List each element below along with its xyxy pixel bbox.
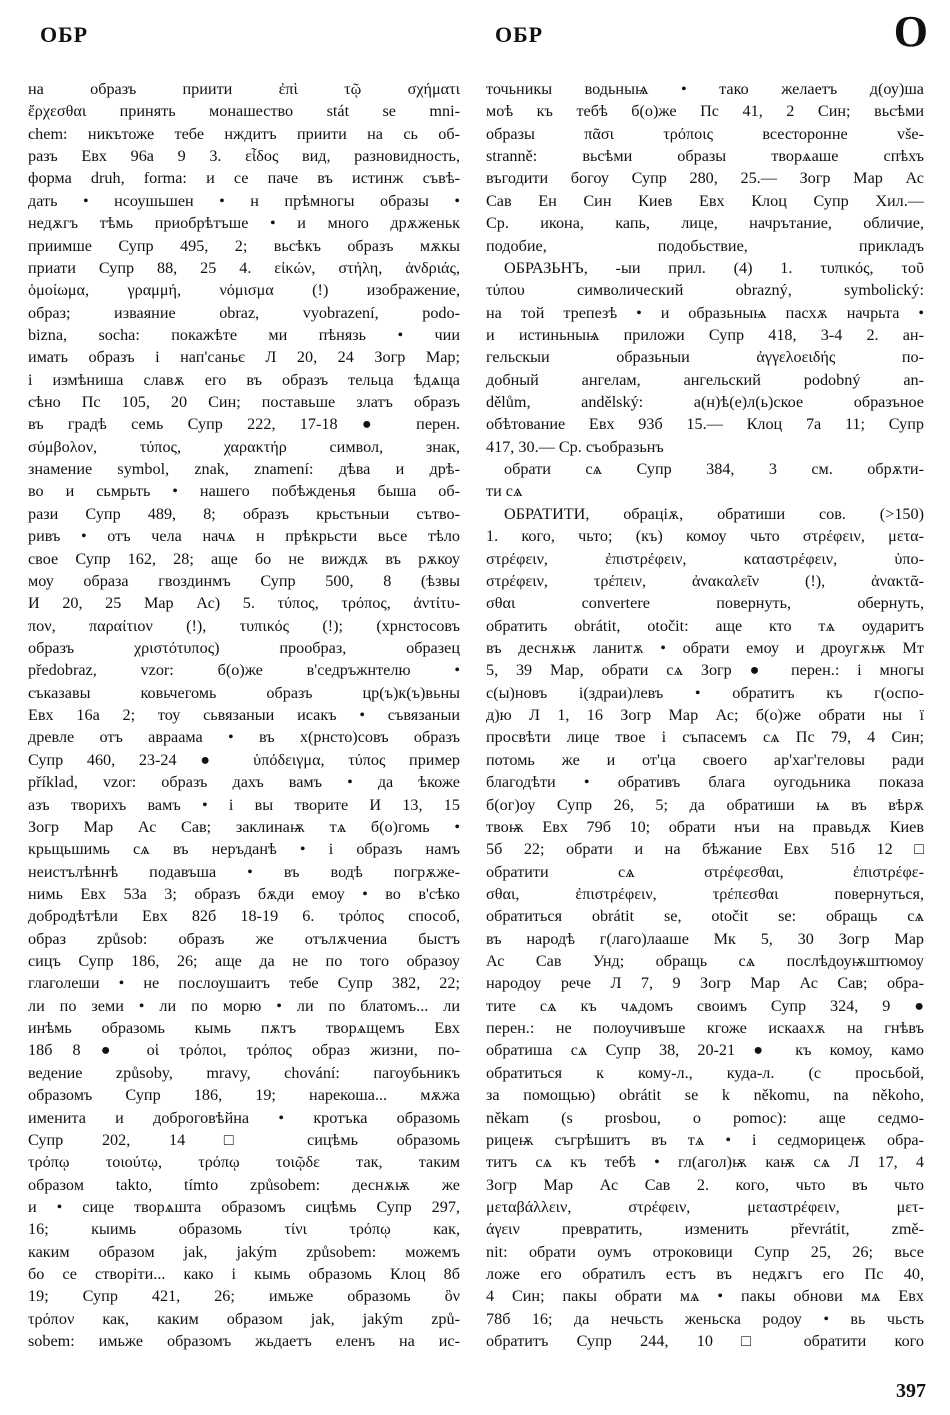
text-line: σθαι, ἐπιστρέφειν, τρέπεσθαι повернуться, bbox=[486, 884, 924, 903]
text-line: знамение symbol, znak, znamení: дѣва и дрѣ- bbox=[28, 460, 460, 479]
text-line: сицъ Супр 186, 26; аще да не по того образоу bbox=[28, 952, 460, 971]
text-line: титъ сѧ къ тебѣ • гл(агол)ѭ каѭ сѧ Л 17, 4 bbox=[486, 1153, 924, 1172]
text-line: образъ χριστότυπος) прообраз, образец bbox=[28, 638, 460, 657]
text-line: 417, 30.— Ср. съобразьнъ bbox=[486, 437, 664, 456]
text-line: форма druh, forma: и се паче въ истинж съвѣ- bbox=[28, 169, 460, 188]
text-line: нимь Евх 53а 3; образъ бѫди емоу • во в'сѣко bbox=[28, 884, 460, 903]
left-column bbox=[28, 78, 460, 1352]
text-line: μεταβάλλειν, στρέφειν, μεταστρέφειν, μετ- bbox=[486, 1197, 924, 1216]
text-line: 4 Син; пакы обрати мѧ • пакы обнови мѧ Евх bbox=[486, 1287, 924, 1306]
text-line: обратить obrátit, otočit: аще кто тѧ оударитъ bbox=[486, 616, 924, 635]
text-line: д)ю Л 1, 16 Зогр Мар Ас; б(о)же обрати ны ї bbox=[486, 706, 924, 725]
right-column bbox=[486, 78, 924, 1352]
text-line: во и сьмрьть • нашего побѣжденья быша об- bbox=[28, 482, 460, 501]
section-letter-mark: О bbox=[893, 7, 928, 56]
text-line: dělům, andělský: а(н)ѣ(е)л(ь)ское образъное bbox=[486, 393, 924, 412]
text-line: моу образа гвоздинмъ Супр 500, 8 (ѣзвы bbox=[28, 571, 460, 590]
text-line: приимше Супр 495, 2; вьсѣкъ образъ мѫкы bbox=[28, 236, 460, 255]
text-line: подобие, подобьствие, прикладъ bbox=[486, 236, 924, 255]
text-line: πον, παραίτιον (!), τυπικός (!); (хрнстосовъ bbox=[28, 616, 460, 635]
text-line: τρόπον как, каким образом jak, jakým způ- bbox=[28, 1309, 460, 1328]
text-line: обратиша сѧ Супр 38, 20-21 ● къ комоу, камо bbox=[486, 1041, 924, 1060]
text-line: образ; изваяние obraz, vyobrazení, podo- bbox=[28, 303, 460, 322]
text-line: ли по земи • ли по морю • ли по блатомъ... ли bbox=[28, 996, 460, 1015]
text-line: за помощью) obrátit se k někomu, na někoho, bbox=[486, 1086, 924, 1105]
text-line: stranně: вьсѣми образы творѧаше спѣхъ bbox=[486, 147, 924, 166]
text-line: ложе его обратилъ естъ въ недѫгъ его Пс 40, bbox=[486, 1265, 924, 1284]
text-line: и истиньныѩ приложи Супр 418, 3-4 2. ан- bbox=[486, 325, 924, 344]
text-line: Зогр Мар Ас Сав; заклинаѭ тѧ б(о)гомь • bbox=[28, 817, 460, 836]
text-line: приати Супр 88, 25 4. εἰκών, στήλη, ἀνδριάς, bbox=[28, 258, 460, 277]
text-line: Сав Ен Син Киев Евх Клоц Супр Хил.— bbox=[486, 191, 924, 210]
text-line: И 20, 25 Мар Ас) 5. τύπος, τρόπος, ἀντίτυ- bbox=[28, 594, 460, 613]
text-line: předobraz, vzor: б(о)же в'седръжнтелю • bbox=[28, 661, 460, 680]
text-line: chem: никътоже тебе нждитъ приити на сь об- bbox=[28, 124, 460, 143]
text-line: 19; Супр 421, 26; имьже образомь ὃν bbox=[28, 1287, 460, 1306]
text-line: свое Супр 162, 28; аще бо не виждѫ въ рѫкоу bbox=[28, 549, 460, 568]
text-line: добный ангелам, ангельский podobný an- bbox=[486, 370, 924, 389]
text-line: твоѭ Евх 79б 10; обрати нъи на правьдѫ Киев bbox=[486, 817, 924, 836]
text-line: 5б 22; обрати и на бѣжание Евх 51б 12 □ bbox=[486, 840, 924, 859]
text-line: обѣтование Евх 93б 15.— Клоц 7а 11; Супр bbox=[486, 415, 924, 434]
text-line: Ср. икона, капь, лице, начрътание, обличие, bbox=[486, 214, 924, 233]
text-line: именита и доброговѣйна • кротъка образомь bbox=[28, 1108, 460, 1127]
text-line: ὁμοίωμα, γραμμή, νόμισμα (!) изображение, bbox=[28, 281, 460, 300]
text-line: съказавы ковьчегомь образъ цр(ъ)к(ъ)вьны bbox=[28, 683, 460, 702]
text-line: Ас Сав Унд; обращь сѧ послѣдоуѭштюмоу bbox=[486, 952, 924, 971]
text-line: 16; кыимь образомь τίνι τρόπῳ как, bbox=[28, 1220, 460, 1239]
text-line: дать • нсоушьшен • н прѣмногы образы • bbox=[28, 191, 460, 210]
text-line: někam (s prosbou, o pomoc): аще седмо- bbox=[486, 1108, 924, 1127]
text-line: τύπου символический obrazný, symbolický: bbox=[486, 281, 924, 300]
text-line: на той трепезѣ • и образьныѩ пасхѫ начрьта • bbox=[486, 303, 924, 322]
text-line: б(ог)оу Супр 26, 5; да обратиши ѩ въ вѣрѫ bbox=[486, 795, 924, 814]
text-line: nit: обрати оумъ отроковици Супр 25, 26; вьсе bbox=[486, 1242, 924, 1261]
text-line: Супр 202, 14 □ сицѣмь образомь bbox=[28, 1130, 460, 1149]
text-line: příklad, vzor: образъ дахъ вамъ • да ѣкоже bbox=[28, 773, 460, 792]
page-number: 397 bbox=[896, 1380, 926, 1402]
text-line: τρόπῳ τοιούτῳ, τρόπῳ τοιῷδε так, таким bbox=[28, 1153, 460, 1172]
text-line: ти сѧ bbox=[486, 482, 523, 501]
running-header-left: ОБР bbox=[40, 22, 89, 47]
text-line: образы πᾶσι τρόποις всесторонне vše- bbox=[486, 124, 924, 143]
text-line: гельскыи образьныи ἀγγελοειδής по- bbox=[486, 348, 924, 367]
text-line: Евх 16а 2; тоу сьвязаныи исакъ • съвязаныи bbox=[28, 706, 460, 725]
text-line: недѫгъ тѣмь приобрѣтъше • и много дрѫженьк bbox=[28, 214, 460, 233]
text-line: Зогр Мар Ас Сав 2. кого, чьто въ чьто bbox=[486, 1175, 924, 1194]
text-line: образом takto, tímto způsobem: деснѫѭ же bbox=[28, 1175, 460, 1194]
text-line: 18б 8 ● οἱ τρόποι, τρόπος образ жизни, по- bbox=[28, 1041, 460, 1060]
text-line: въ градѣ семь Супр 222, 17-18 ● перен. bbox=[28, 415, 460, 434]
text-line: въгодити богоу Супр 280, 25.— Зогр Мар Ас bbox=[486, 169, 924, 188]
text-line: ОБРАТИТИ, обраціѫ, обратиши сов. (>150) bbox=[504, 504, 924, 523]
text-line: разъ Евх 96а 9 3. εἶδος вид, разновидность, bbox=[28, 147, 460, 166]
text-line: άγειν превратить, изменить převrátit, změ- bbox=[486, 1220, 924, 1239]
text-line: народоу рече Л 7, 9 Зогр Мар Ас Сав; обра- bbox=[486, 974, 924, 993]
text-line: образомъ Супр 186, 19; нарекоша... мѫжа bbox=[28, 1086, 460, 1105]
text-line: ἔρχεσθαι принять монашество stát se mni- bbox=[28, 102, 460, 121]
text-line: 78б 16; да нечьсть женьска родоу • вь чьсть bbox=[486, 1309, 924, 1328]
text-line: обрати сѧ Супр 384, 3 см. обрѫти- bbox=[504, 460, 924, 479]
running-header-right: ОБР bbox=[495, 22, 544, 47]
text-line: перен.: не полоучивъше кгоже искаахѫ на гнѣвъ bbox=[486, 1019, 924, 1038]
text-line: 1. кого, чьто; (къ) комоу чьто στρέφειν, μετα- bbox=[486, 527, 924, 546]
text-line: обратити сѧ στρέφεσθαι, ἐπιστρέφε- bbox=[486, 862, 924, 881]
text-line: древле отъ авраама • въ х(рнсто)совъ образъ bbox=[28, 728, 460, 747]
text-line: имать образъ і нап'саньє Л 20, 24 Зогр Мар; bbox=[28, 348, 460, 367]
text-line: обратиться к кому-л., куда-л. (с просьбой, bbox=[486, 1063, 924, 1082]
text-line: στρέφειν, τρέπειν, ἀνακαλεῖν (!), ἀνακτᾶ- bbox=[486, 571, 924, 590]
text-line: bizna, socha: покажѣте ми пѣнязь • чии bbox=[28, 325, 460, 344]
text-line: sobem: имьже образомъ жьдаетъ еленъ на ис- bbox=[28, 1332, 460, 1351]
text-line: азъ творихъ вамъ • і вы творите И 13, 15 bbox=[28, 795, 460, 814]
text-line: рази Супр 489, 8; образъ крьстьныи сътво- bbox=[28, 504, 460, 523]
text-line: въ деснѫѭ ланитѫ • обрати емоу и дроугѫѭ Мт bbox=[486, 638, 924, 657]
text-line: στρέφειν, ἐπιστρέφειν, καταστρέφειν, ὑπο- bbox=[486, 549, 924, 568]
text-line: потомь же и от'ца своего ар'хаг'геловы ради bbox=[486, 750, 924, 769]
text-line: 5, 39 Мар, обрати сѧ Зогр ● перен.: і многы bbox=[486, 661, 924, 680]
text-line: добродѣтѣли Евх 82б 18-19 6. τρόπος способ, bbox=[28, 907, 460, 926]
text-line: с(ы)новъ і(здраи)левъ • обратитъ къ г(оспо- bbox=[486, 683, 924, 702]
text-line: образ způsob: образъ же отълѫчениа быстъ bbox=[28, 929, 460, 948]
text-line: ривъ • отъ чела начѧ н прѣкрьсти вьсе тѣло bbox=[28, 527, 460, 546]
text-line: σύμβολον, τύπος, χαρακτήρ символ, знак, bbox=[28, 437, 460, 456]
text-line: инѣмь образомь кымь пѫтъ творѧщемъ Евх bbox=[28, 1019, 460, 1038]
text-line: точьникы водьныѩ • тако желаетъ д(оу)ша bbox=[486, 80, 924, 98]
text-line: тите сѧ къ чѧдомъ своимъ Супр 324, 9 ● bbox=[486, 996, 924, 1015]
text-line: Супр 460, 23-24 ● ὑπόδειγμα, τύπος пример bbox=[28, 750, 460, 769]
text-line: въ народѣ г(лаго)лааше Мк 5, 30 Зогр Мар bbox=[486, 929, 924, 948]
text-line: неистълѣннѣ подавъша • въ водѣ погрѫже- bbox=[28, 862, 460, 881]
text-line: і измѣниша славѫ его въ образъ тельца ѣдѧща bbox=[28, 370, 460, 389]
text-line: бо се створіти... како і кымь образомь Клоц 8б bbox=[28, 1265, 460, 1284]
text-line: рицеѭ съгрѣшитъ въ тѧ • і седморицеѭ обра- bbox=[486, 1130, 924, 1149]
text-line: сѣно Пс 105, 20 Син; поставьше златъ образъ bbox=[28, 393, 460, 412]
text-line: моѣ къ тебѣ б(о)же Пс 41, 2 Син; вьсѣми bbox=[486, 102, 924, 121]
text-line: просвѣти лице твое і съпасемъ сѧ Пс 79, 4 Син; bbox=[486, 728, 924, 747]
text-line: ведение způsoby, mravy, chování: пагоубьникъ bbox=[28, 1063, 460, 1082]
text-line: σθαι convertere повернуть, обернуть, bbox=[486, 594, 924, 613]
text-line: на образъ приити ἐπὶ τῷ σχήματι bbox=[28, 80, 460, 98]
text-line: и • сице творѧшта образомъ сицѣмь Супр 297, bbox=[28, 1197, 460, 1216]
text-line: благодѣти • обративъ блага оугодьника показа bbox=[486, 773, 924, 792]
text-line: обратитъ Супр 244, 10 □ обратити кого bbox=[486, 1332, 924, 1351]
text-line: ОБРАЗЬНЪ, -ыи прил. (4) 1. τυπικός, τοῦ bbox=[504, 258, 924, 277]
text-line: обратиться obrátit se, otočit se: обращь сѧ bbox=[486, 907, 924, 926]
text-line: глаголеши • не послоушаитъ тебе Супр 382, 22; bbox=[28, 974, 460, 993]
text-line: каким образом jak, jakým způsobem: можемъ bbox=[28, 1242, 460, 1261]
text-line: крьщьшимь сѧ въ неръданѣ • і образъ намъ bbox=[28, 840, 460, 859]
